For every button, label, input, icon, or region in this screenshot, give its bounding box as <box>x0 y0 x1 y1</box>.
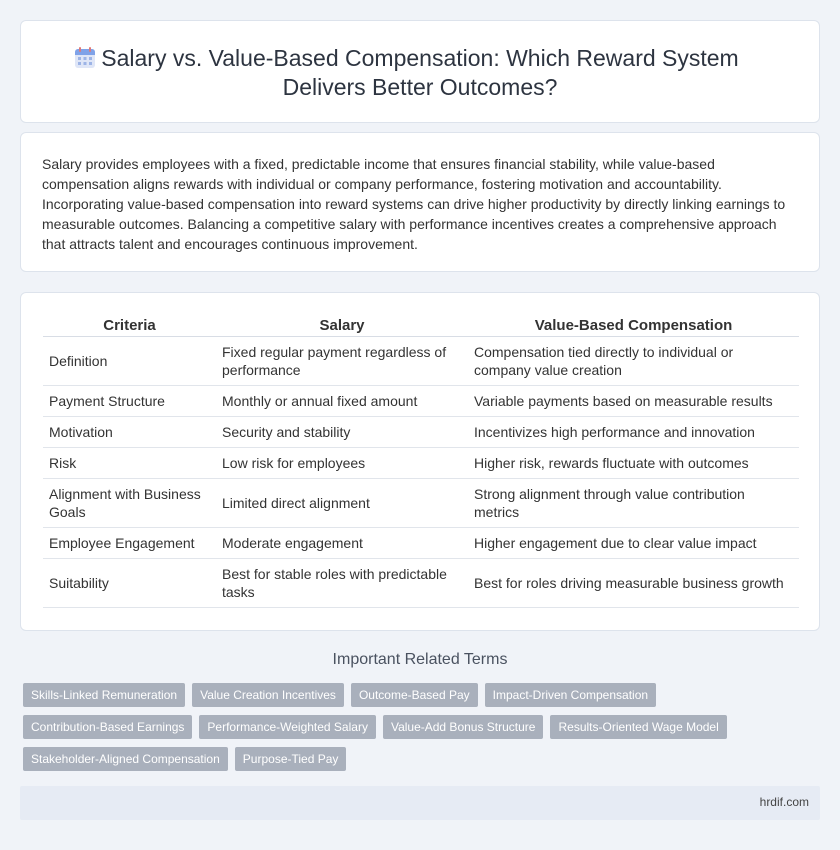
intro-card <box>20 132 820 272</box>
related-terms-list <box>23 683 823 779</box>
related-term-tag[interactable]: Stakeholder-Aligned Compensation <box>23 747 228 771</box>
table-cell: Payment Structure <box>43 386 216 417</box>
table-row <box>43 528 799 559</box>
table-cell: Alignment with Business Goals <box>43 479 216 528</box>
table-cell: Variable payments based on measurable results <box>468 386 799 417</box>
header-card <box>20 20 820 123</box>
table-cell: Incentivizes high performance and innovation <box>468 417 799 448</box>
table-row <box>43 559 799 608</box>
footer-site-link[interactable]: hrdif.com <box>759 795 809 809</box>
page-title: Salary vs. Value-Based Compensation: Which Reward System Delivers Better Outcomes? <box>101 45 739 100</box>
related-term-tag[interactable]: Skills-Linked Remuneration <box>23 683 185 707</box>
comparison-table-card <box>20 292 820 631</box>
table-cell: Definition <box>43 337 216 386</box>
related-term-tag[interactable]: Value-Add Bonus Structure <box>383 715 544 739</box>
table-cell: Strong alignment through value contribution metrics <box>468 479 799 528</box>
table-cell: Security and stability <box>216 417 468 448</box>
table-cell: Monthly or annual fixed amount <box>216 386 468 417</box>
table-cell: Best for roles driving measurable business growth <box>468 559 799 608</box>
related-term-tag[interactable]: Results-Oriented Wage Model <box>550 715 726 739</box>
table-header-row <box>43 316 799 337</box>
table-cell: Higher engagement due to clear value impact <box>468 528 799 559</box>
related-term-tag[interactable]: Impact-Driven Compensation <box>485 683 656 707</box>
table-cell: Best for stable roles with predictable tasks <box>216 559 468 608</box>
comparison-table <box>43 316 799 608</box>
table-row <box>43 448 799 479</box>
related-term-tag[interactable]: Value Creation Incentives <box>192 683 344 707</box>
related-term-tag[interactable]: Contribution-Based Earnings <box>23 715 192 739</box>
table-cell: Motivation <box>43 417 216 448</box>
footer <box>20 786 820 820</box>
table-cell: Low risk for employees <box>216 448 468 479</box>
related-terms-heading: Important Related Terms <box>332 651 508 668</box>
table-cell: Higher risk, rewards fluctuate with outcomes <box>468 448 799 479</box>
table-row <box>43 479 799 528</box>
header-value-based: Value-Based Compensation <box>468 316 799 337</box>
table-cell: Employee Engagement <box>43 528 216 559</box>
related-term-tag[interactable]: Outcome-Based Pay <box>351 683 478 707</box>
intro-paragraph: Salary provides employees with a fixed, predictable income that ensures financial stability, while value-based compensation aligns rewards with individual or company performance, fostering motivation and accountability. Incorporating value-based compensation into reward systems can drive higher productivity by directly linking earnings to measurable outcomes. Balancing a competitive salary with performance incentives creates a comprehensive approach that attracts talent and encourages continuous improvement. <box>42 156 786 252</box>
related-term-tag[interactable]: Performance-Weighted Salary <box>199 715 376 739</box>
table-cell: Limited direct alignment <box>216 479 468 528</box>
header-salary: Salary <box>216 316 468 337</box>
header-criteria: Criteria <box>43 316 216 337</box>
table-row <box>43 417 799 448</box>
table-cell: Compensation tied directly to individual or company value creation <box>468 337 799 386</box>
table-cell: Moderate engagement <box>216 528 468 559</box>
table-cell: Suitability <box>43 559 216 608</box>
table-row <box>43 337 799 386</box>
related-term-tag[interactable]: Purpose-Tied Pay <box>235 747 347 771</box>
table-cell: Risk <box>43 448 216 479</box>
table-row <box>43 386 799 417</box>
table-cell: Fixed regular payment regardless of performance <box>216 337 468 386</box>
